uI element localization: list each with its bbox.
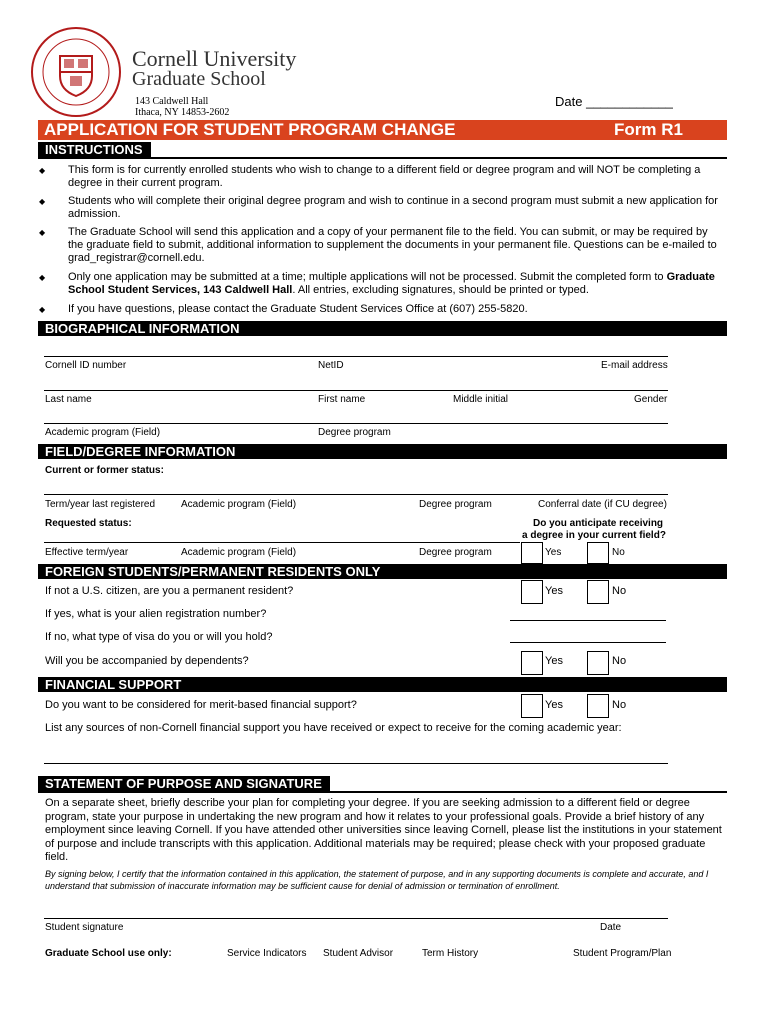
bio-line-1[interactable] [44, 356, 668, 357]
instruction-item-4-text: Only one application may be submitted at a time; multiple applications will not be processed. Submit the completed form to [68, 271, 667, 283]
merit-support-no-label: No [612, 699, 627, 711]
requested-degree-program-label: Degree program [419, 547, 492, 558]
permanent-resident-yes-label: Yes [545, 585, 563, 597]
requested-status-label: Requested status: [45, 518, 132, 529]
anticipate-label-1: Do you anticipate receiving [533, 518, 664, 529]
instruction-item-5: If you have questions, please contact the Graduate Student Services Office at (607) 255-5820. [68, 303, 528, 315]
form-title: APPLICATION FOR STUDENT PROGRAM CHANGE [44, 120, 456, 139]
bullet-icon: ◆ [39, 166, 46, 175]
instruction-item-4-bold: Graduate School Student Services, 143 Caldwell Hall [68, 271, 715, 296]
university-name: Cornell University [132, 46, 297, 71]
cornell-seal-logo [30, 26, 122, 118]
requested-academic-program-label: Academic program (Field) [181, 547, 297, 558]
alien-registration-question: If yes, what is your alien registration number? [45, 608, 267, 620]
merit-support-question: Do you want to be considered for merit-based financial support? [45, 699, 357, 711]
instruction-item-4-post: . All entries, excluding signatures, should be printed or typed. [292, 284, 589, 296]
field-heading-label: FIELD/DEGREE INFORMATION [45, 444, 236, 459]
permanent-resident-yes-checkbox[interactable] [521, 580, 543, 604]
bio-line-3[interactable] [44, 423, 668, 424]
statement-heading-label: STATEMENT OF PURPOSE AND SIGNATURE [38, 776, 330, 791]
anticipate-label-2: a degree in your current field? [522, 530, 666, 541]
current-status-line[interactable] [44, 494, 668, 495]
bullet-icon: ◆ [39, 197, 46, 206]
email-label: E-mail address [601, 360, 668, 371]
bullet-icon: ◆ [39, 305, 46, 314]
financial-heading [38, 677, 727, 692]
dependents-yes-label: Yes [545, 655, 563, 667]
statement-heading [38, 776, 727, 791]
dependents-no-label: No [612, 655, 627, 667]
instructions-heading [38, 142, 727, 157]
field-heading [38, 444, 727, 459]
merit-support-yes-label: Yes [545, 699, 563, 711]
date-blank: ____________ [586, 94, 673, 109]
netid-label: NetID [318, 360, 344, 371]
alien-registration-line[interactable] [510, 620, 666, 621]
bio-line-2[interactable] [44, 390, 668, 391]
anticipate-yes-label: Yes [545, 547, 562, 558]
cornell-id-label: Cornell ID number [45, 360, 127, 371]
gender-label: Gender [634, 394, 668, 405]
use-only-label: Graduate School use only: [45, 948, 172, 959]
visa-question: If no, what type of visa do you or will you hold? [45, 631, 273, 643]
signature-date-label: Date [600, 922, 622, 933]
other-support-line[interactable] [44, 763, 668, 764]
term-last-label: Term/year last registered [45, 499, 156, 510]
permanent-resident-question: If not a U.S. citizen, are you a permanent resident? [45, 585, 294, 597]
current-status-label: Current or former status: [45, 465, 164, 476]
instructions-heading-label: INSTRUCTIONS [38, 142, 151, 157]
other-support-question: List any sources of non-Cornell financial support you have received or expect to receive for the coming academic year: [45, 722, 622, 734]
signature-line[interactable] [44, 918, 668, 919]
instruction-item-2: Students who will complete their original degree program and wish to continue in a second program must submit a new application for admission. [68, 195, 718, 220]
bullet-icon: ◆ [39, 273, 46, 282]
term-history-label: Term History [422, 948, 479, 959]
address-line-1: 143 Caldwell Hall [135, 96, 209, 107]
student-advisor-label: Student Advisor [323, 948, 394, 959]
title-bar [38, 120, 727, 140]
certification-text: By signing below, I certify that the information contained in this application, the statement of purpose, and in any supporting documents is complete and accurate, and I understand that submission of inaccurate information may be sufficient cause for denial of admission or termination of enrollment. [45, 869, 709, 891]
visa-line[interactable] [510, 642, 666, 643]
anticipate-no-label: No [612, 547, 625, 558]
signature-label: Student signature [45, 922, 124, 933]
current-degree-program-label: Degree program [419, 499, 492, 510]
merit-support-yes-checkbox[interactable] [521, 694, 543, 718]
address-line-2: Ithaca, NY 14853-2602 [135, 107, 230, 118]
statement-rule [38, 791, 727, 793]
conferral-date-label: Conferral date (if CU degree) [538, 499, 667, 510]
instructions-rule [38, 157, 727, 159]
school-name: Graduate School [132, 68, 266, 90]
dependents-no-checkbox[interactable] [587, 651, 609, 675]
financial-heading-label: FINANCIAL SUPPORT [45, 677, 182, 692]
effective-term-label: Effective term/year [45, 547, 129, 558]
first-name-label: First name [318, 394, 366, 405]
degree-program-label: Degree program [318, 427, 391, 438]
permanent-resident-no-label: No [612, 585, 627, 597]
anticipate-no-checkbox[interactable] [587, 542, 609, 564]
instruction-item-1: This form is for currently enrolled students who wish to change to a different field or degree program and will NOT be completing a degree in their current program. [68, 164, 701, 189]
merit-support-no-checkbox[interactable] [587, 694, 609, 718]
instruction-item-3: The Graduate School will send this application and a copy of your permanent file to the field. You can submit, or may be required by the graduate field to submit, additional information to supplement the documents in your permanent file. Questions can be e-mailed to grad_registrar@cornell.edu. [68, 226, 717, 264]
form-id: Form R1 [614, 120, 683, 139]
middle-initial-label: Middle initial [453, 394, 509, 405]
bio-heading-label: BIOGRAPHICAL INFORMATION [45, 321, 240, 336]
anticipate-yes-checkbox[interactable] [521, 542, 543, 564]
last-name-label: Last name [45, 394, 92, 405]
foreign-heading-label: FOREIGN STUDENTS/PERMANENT RESIDENTS ONLY [45, 564, 381, 579]
statement-body: On a separate sheet, briefly describe your plan for completing your degree. If you are seeking admission to a different field or degree program, state your purpose in undertaking the new program and how it relates to your professional goals. Provide a brief history of any employment since leaving Cornell. If you have attended other universities since leaving Cornell, please list the institutions in your statement of purpose and include transcripts with this application. Additional materials may be required; please check with your proposed graduate field. [45, 797, 722, 863]
dependents-yes-checkbox[interactable] [521, 651, 543, 675]
student-program-plan-label: Student Program/Plan [573, 948, 672, 959]
instruction-item-4 [68, 271, 723, 297]
foreign-heading [38, 564, 727, 579]
date-label: Date [555, 94, 583, 109]
current-academic-program-label: Academic program (Field) [181, 499, 297, 510]
service-indicators-label: Service Indicators [227, 948, 307, 959]
requested-status-line[interactable] [44, 542, 520, 543]
date-field[interactable] [555, 94, 673, 109]
bullet-icon: ◆ [39, 228, 46, 237]
dependents-question: Will you be accompanied by dependents? [45, 655, 249, 667]
academic-program-label: Academic program (Field) [45, 427, 161, 438]
bio-heading [38, 321, 727, 336]
permanent-resident-no-checkbox[interactable] [587, 580, 609, 604]
